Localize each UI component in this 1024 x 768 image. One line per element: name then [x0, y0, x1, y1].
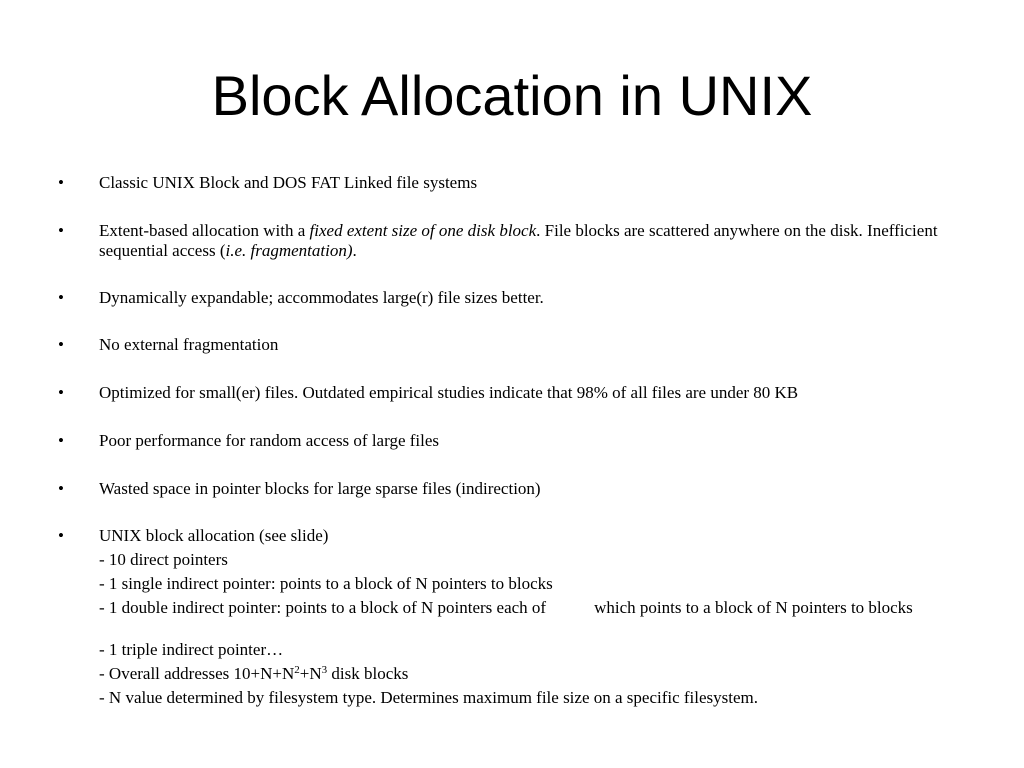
bullet-text: Wasted space in pointer blocks for large sparse files (indirection)	[99, 479, 541, 498]
bullet-icon: •	[58, 221, 64, 240]
sub-item: - 1 single indirect pointer: points to a block of N pointers to blocks	[99, 574, 553, 593]
bullet-text: Classic UNIX Block and DOS FAT Linked file systems	[99, 173, 478, 192]
bullet-text-part: Extent-based allocation with a	[99, 221, 310, 240]
bullet-text-italic: fixed extent size of one disk block	[309, 221, 537, 240]
bullet-text-part: . File blocks are scattered anywhere on the disk. Inefficient sequential access (	[99, 221, 938, 260]
sub-item-part: disk blocks	[327, 664, 409, 683]
bullet-icon: •	[58, 383, 64, 402]
sub-item: - 10 direct pointers	[99, 550, 228, 569]
sub-item-part: +N	[299, 664, 322, 683]
bullet-text-italic: i.e. fragmentation)	[225, 241, 353, 260]
bullet-text: Dynamically expandable; accommodates large(r) file sizes better.	[99, 288, 544, 307]
bullet-icon: •	[58, 288, 64, 307]
sub-item	[99, 664, 969, 684]
bullet-icon: •	[58, 173, 64, 192]
slide-title: Block Allocation in UNIX	[211, 64, 813, 127]
sub-item: - N value determined by filesystem type. Determines maximum file size on a specific filesystem.	[99, 688, 759, 707]
superscript: 3	[321, 664, 328, 676]
bullet-text: UNIX block allocation (see slide)	[99, 526, 329, 545]
bullet-text: Poor performance for random access of large files	[99, 431, 440, 450]
sub-item-part: - Overall addresses 10+N+N	[99, 664, 295, 683]
bullet-text: No external fragmentation	[99, 335, 279, 354]
bullet-icon: •	[58, 431, 64, 450]
bullet-icon: •	[58, 526, 64, 545]
sub-item: - 1 triple indirect pointer…	[99, 640, 284, 659]
bullet-text-part: .	[352, 241, 357, 260]
sub-item-part: - 1 double indirect pointer: points to a block of N pointers each of	[99, 598, 547, 617]
bullet-icon: •	[58, 335, 64, 354]
sub-item	[99, 598, 969, 618]
bullet-icon: •	[58, 479, 64, 498]
bullet-text	[99, 221, 969, 261]
sub-item-part: which points to a block of N pointers to blocks	[594, 598, 913, 617]
bullet-text: Optimized for small(er) files. Outdated empirical studies indicate that 98% of all files are under 80 KB	[99, 383, 799, 402]
superscript: 2	[294, 664, 300, 676]
